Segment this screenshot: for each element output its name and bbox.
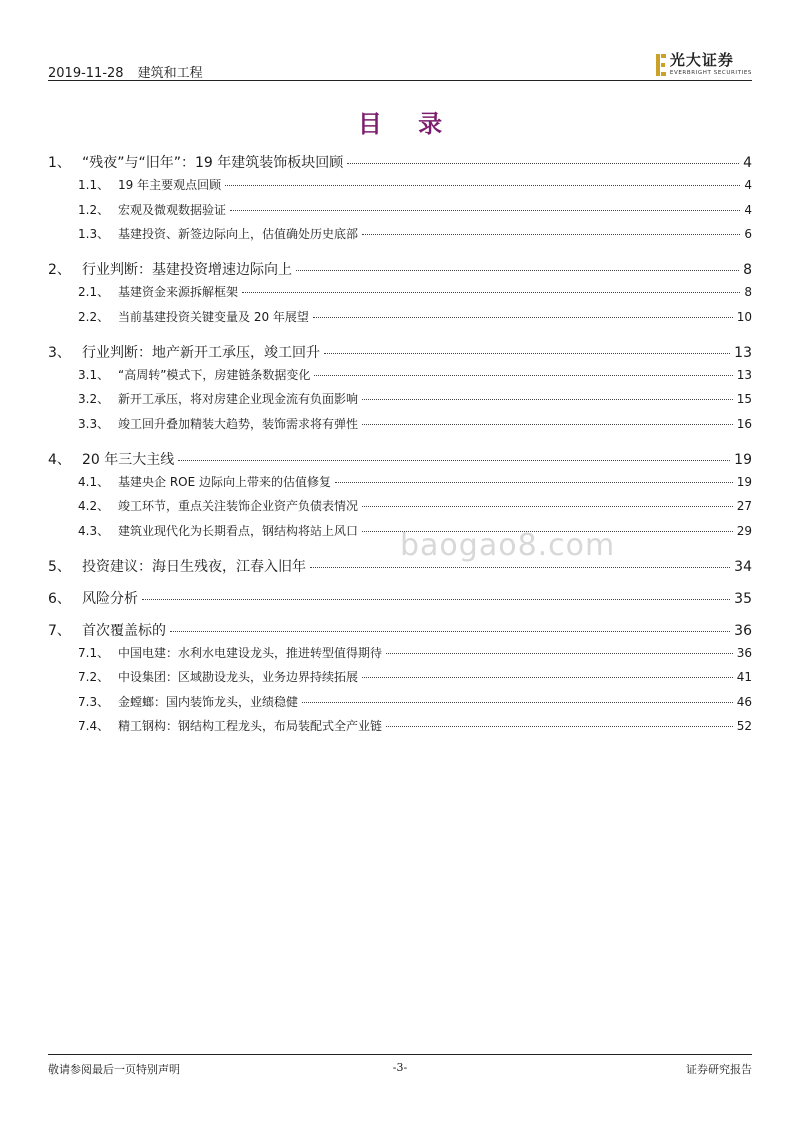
- toc-dot-leader: [347, 163, 739, 164]
- toc-entry-page: 6: [744, 227, 752, 241]
- report-date: 2019-11-28: [48, 66, 124, 81]
- toc-subsection-entry[interactable]: [48, 644, 752, 661]
- toc-entry-title: “高周转”模式下，房建链条数据变化: [118, 367, 311, 382]
- toc-entry-number: 2.1、: [78, 285, 110, 299]
- toc-entry-title: 新开工承压，将对房建企业现金流有负面影响: [118, 392, 359, 406]
- toc-subsection-entry[interactable]: [48, 717, 752, 734]
- toc-entry-number: 7.3、: [78, 694, 110, 709]
- toc-dot-leader: [362, 677, 733, 678]
- toc-entry-title: 宏观及微观数据验证: [118, 202, 227, 217]
- toc-subsection-entry[interactable]: [48, 473, 752, 490]
- toc-subsection-entry[interactable]: [48, 366, 752, 383]
- toc-entry-number: 3.2、: [78, 392, 110, 406]
- toc-entry-page: 8: [744, 285, 752, 299]
- toc-dot-leader: [386, 653, 733, 654]
- toc-entry-page: 35: [734, 590, 752, 607]
- toc-dot-leader: [362, 234, 740, 235]
- toc-entry-page: 13: [734, 344, 752, 361]
- toc-entry-page: 34: [734, 558, 752, 575]
- toc-entry-page: 41: [736, 670, 752, 684]
- toc-entry-number: 7.2、: [78, 670, 110, 684]
- toc-entry-title: 行业判断：基建投资增速边际向上: [82, 262, 292, 278]
- toc-dot-leader: [313, 317, 733, 318]
- toc-entry-title: 建筑业现代化为长期看点，钢结构将站上风口: [118, 523, 359, 538]
- toc-entry-title: 19 年主要观点回顾: [118, 178, 222, 192]
- toc-subsection-entry[interactable]: [48, 390, 752, 407]
- toc-entry-number: 3、: [48, 344, 71, 361]
- toc-entry-title: 基建资金来源拆解框架: [118, 285, 239, 299]
- toc-section-entry[interactable]: [48, 620, 752, 640]
- toc-subsection-entry[interactable]: [48, 283, 752, 300]
- toc-dot-leader: [324, 353, 730, 354]
- toc-entry-number: 1.2、: [78, 202, 110, 217]
- toc-dot-leader: [310, 567, 730, 568]
- toc-entry-title: 竣工回升叠加精装大趋势，装饰需求将有弹性: [118, 416, 359, 431]
- toc-entry-number: 4.2、: [78, 499, 110, 513]
- toc-dot-leader: [178, 460, 730, 461]
- toc-entry-page: 19: [734, 451, 752, 468]
- header-divider: [48, 80, 752, 81]
- toc-subsection-entry[interactable]: [48, 225, 752, 242]
- toc-entry-title: 首次覆盖标的: [82, 622, 166, 639]
- toc-section-entry[interactable]: [48, 449, 752, 469]
- footer-report-type: 证券研究报告: [686, 1063, 752, 1076]
- toc-entry-number: 1.3、: [78, 227, 110, 241]
- toc-entry-number: 4.3、: [78, 523, 110, 538]
- toc-dot-leader: [296, 270, 739, 271]
- watermark-text: baogao8.com: [400, 528, 616, 563]
- toc-dot-leader: [170, 631, 730, 632]
- toc-dot-leader: [230, 210, 740, 211]
- toc-entry-title: 投资建议：海日生残夜，江春入旧年: [82, 558, 306, 575]
- toc-entry-page: 4: [743, 155, 752, 171]
- toc-dot-leader: [142, 599, 730, 600]
- toc-entry-title: 20 年三大主线: [82, 451, 175, 468]
- toc-dot-leader: [386, 726, 733, 727]
- toc-subsection-entry[interactable]: [48, 176, 752, 193]
- toc-subsection-entry[interactable]: [48, 308, 752, 325]
- toc-entry-page: 19: [736, 474, 752, 489]
- toc-entry-title: 金螳螂：国内装饰龙头，业绩稳健: [118, 694, 299, 709]
- toc-entry-title: 风险分析: [82, 590, 138, 607]
- toc-entry-title: 精工钢构：钢结构工程龙头，布局装配式全产业链: [118, 719, 383, 733]
- footer-divider: [48, 1054, 752, 1055]
- toc-entry-number: 3.1、: [78, 367, 110, 382]
- toc-entry-page: 15: [736, 392, 752, 406]
- toc-subsection-entry[interactable]: [48, 497, 752, 514]
- toc-entry-title: 行业判断：地产新开工承压，竣工回升: [82, 344, 320, 361]
- toc-dot-leader: [362, 424, 733, 425]
- toc-entry-page: 36: [736, 645, 752, 660]
- toc-entry-number: 1.1、: [78, 178, 110, 192]
- toc-entry-number: 4.1、: [78, 474, 110, 489]
- logo-mark-icon: [656, 54, 666, 76]
- toc-entry-number: 1、: [48, 155, 71, 171]
- toc-entry-title: 当前基建投资关键变量及 20 年展望: [118, 309, 309, 324]
- toc-entry-title: 中设集团：区域勘设龙头，业务边界持续拓展: [118, 670, 359, 684]
- report-sector: 建筑和工程: [137, 66, 203, 81]
- toc-entry-title: “残夜”与“旧年”：19 年建筑装饰板块回顾: [82, 155, 344, 171]
- toc-dot-leader: [314, 375, 732, 376]
- toc-entry-number: 2.2、: [78, 309, 110, 324]
- page-header: [48, 52, 752, 82]
- toc-entry-title: 竣工环节，重点关注装饰企业资产负债表情况: [118, 499, 359, 513]
- toc-subsection-entry[interactable]: [48, 693, 752, 710]
- toc-entry-number: 5、: [48, 558, 71, 575]
- toc-section-entry[interactable]: [48, 152, 752, 172]
- toc-section-entry[interactable]: [48, 259, 752, 279]
- toc-dot-leader: [302, 702, 733, 703]
- toc-entry-title: 中国电建：水利水电建设龙头，推进转型值得期待: [118, 645, 383, 660]
- toc-entry-page: 13: [736, 367, 752, 382]
- company-logo: [656, 52, 752, 82]
- toc-heading: 目 录: [357, 110, 457, 138]
- toc-dot-leader: [362, 399, 733, 400]
- logo-chinese-name: 光大证券: [669, 51, 734, 69]
- toc-entry-number: 7.1、: [78, 645, 110, 660]
- toc-section-entry[interactable]: [48, 588, 752, 608]
- toc-entry-number: 7、: [48, 622, 71, 639]
- toc-entry-number: 6、: [48, 590, 71, 607]
- footer-page-number: -3-: [392, 1061, 408, 1074]
- toc-entry-page: 36: [734, 622, 752, 639]
- toc-dot-leader: [335, 482, 733, 483]
- logo-english-name: EVERBRIGHT SECURITIES: [669, 70, 752, 76]
- toc-entry-page: 4: [744, 202, 752, 217]
- toc-entry-page: 16: [736, 416, 752, 431]
- toc-entry-page: 8: [743, 262, 752, 278]
- toc-dot-leader: [225, 185, 740, 186]
- toc-entry-title: 基建投资、新签边际向上，估值确处历史底部: [118, 227, 359, 241]
- toc-subsection-entry[interactable]: [48, 201, 752, 218]
- toc-entry-page: 29: [736, 523, 752, 538]
- toc-entry-number: 4、: [48, 451, 71, 468]
- toc-entry-page: 4: [744, 178, 752, 192]
- toc-subsection-entry[interactable]: [48, 668, 752, 685]
- toc-entry-number: 2、: [48, 262, 71, 278]
- toc-entry-page: 10: [736, 309, 752, 324]
- footer-disclaimer: 敬请参阅最后一页特别声明: [48, 1063, 180, 1076]
- toc-dot-leader: [242, 292, 740, 293]
- header-info: [48, 62, 203, 81]
- toc-dot-leader: [362, 506, 733, 507]
- toc-subsection-entry[interactable]: [48, 415, 752, 432]
- toc-entry-page: 27: [736, 499, 752, 513]
- toc-entry-page: 52: [736, 719, 752, 733]
- toc-entry-number: 7.4、: [78, 719, 110, 733]
- toc-entry-page: 46: [736, 694, 752, 709]
- toc-section-entry[interactable]: [48, 342, 752, 362]
- toc-entry-title: 基建央企 ROE 边际向上带来的估值修复: [118, 474, 331, 489]
- toc-entry-number: 3.3、: [78, 416, 110, 431]
